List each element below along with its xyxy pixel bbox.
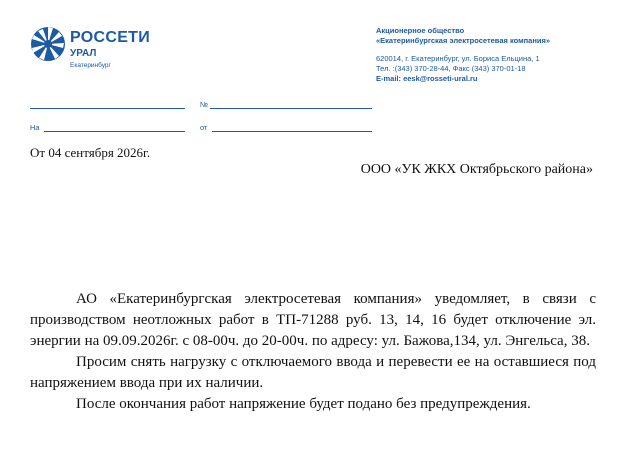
company-type: Акционерное общество bbox=[376, 26, 465, 35]
company-name: «Екатеринбургская электросетевая компания» bbox=[376, 36, 551, 45]
logo-title: РОССЕТИ bbox=[70, 29, 151, 46]
letter-paragraph: АО «Екатеринбургская электросетевая компания» уведомляет, в связи с производством неотложных работ в ТП-71288 руб. 13, 14, 16 будет отключение эл. энергии на 09.09.2026г. с 08-00ч. до 20-00ч. по адресу: ул. Бажова,134, ул. Энгельса, 38. bbox=[30, 291, 596, 349]
reg-number-line bbox=[30, 108, 185, 109]
reg-to-line bbox=[44, 131, 185, 132]
company-email: E-mail: eesk@rosseti-ural.ru bbox=[376, 74, 478, 83]
reg-to-label: На bbox=[30, 123, 40, 132]
company-phone: Тел. :(343) 370-28-44, Факс (343) 370-01-18 bbox=[376, 64, 526, 73]
letter-date: От 04 сентября 2026г. bbox=[30, 145, 151, 160]
letter-paragraph: Просим снять нагрузку с отключаемого ввода и перевести ее на оставшиеся под напряжением ввода при их наличии. bbox=[30, 354, 596, 391]
company-details bbox=[376, 26, 550, 84]
reg-no-label: № bbox=[200, 100, 209, 109]
logo-subtitle: УРАЛ bbox=[70, 48, 97, 59]
letter-body bbox=[30, 289, 596, 415]
logo-city: Екатеринбург bbox=[70, 62, 111, 69]
letter-paragraph: После окончания работ напряжение будет подано без предупреждения. bbox=[76, 396, 531, 412]
letter-recipient: ООО «УК ЖКХ Октябрьского района» bbox=[360, 162, 593, 177]
reg-from-line bbox=[212, 131, 372, 132]
reg-from-label: от bbox=[200, 123, 208, 132]
company-logo bbox=[30, 26, 150, 76]
reg-no-line bbox=[210, 108, 372, 109]
rosseti-fan-logo-icon bbox=[30, 26, 66, 62]
company-address: 620014, г. Екатеринбург, ул. Бориса Ельцина, 1 bbox=[376, 54, 540, 63]
